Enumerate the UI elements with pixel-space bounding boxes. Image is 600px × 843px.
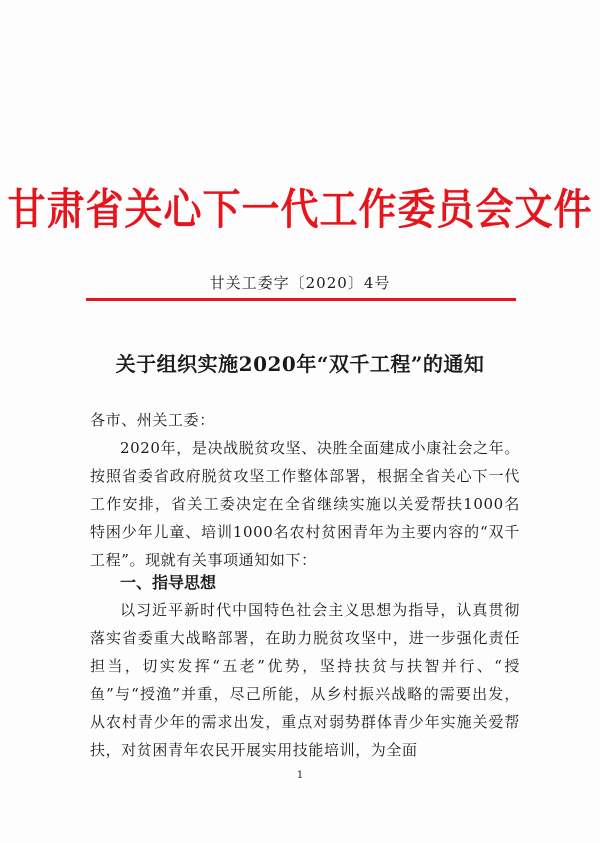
notice-title: 关于组织实施2020年“双千工程”的通知 bbox=[115, 352, 485, 376]
section-heading-guiding-ideology: 一、指导思想 bbox=[120, 573, 217, 592]
body-paragraph-2: 以习近平新时代中国特色社会主义思想为指导，认真贯彻落实省委重大战略部署，在助力脱贫攻坚中，进一步强化责任担当，切实发挥“五老”优势，坚持扶贫与扶智并行、“授鱼”与“授渔”并重，尽己所能，从乡村振兴战略的需要出发，从农村青少年的需求出发，重点对弱势群体青少年实施关爱帮扶，对贫困青年农民开展实用技能培训，为全面 bbox=[90, 601, 520, 759]
page-number: 1 bbox=[296, 770, 304, 781]
issuing-authority-header: 甘肃省关心下一代工作委员会文件 bbox=[7, 183, 593, 235]
salutation: 各市、州关工委： bbox=[90, 411, 215, 429]
body-paragraph-1: 2020年，是决战脱贫攻坚、决胜全面建成小康社会之年。按照省委省政府脱贫攻坚工作整体部署，根据全省关心下一代工作安排，省关工委决定在全省继续实施以关爱帮扶1000名特困少年儿童、培训1000名农村贫困青年为主要内容的“双千工程”。现就有关事项通知如下： bbox=[90, 439, 520, 569]
document-number: 甘关工委字〔2020〕4号 bbox=[209, 274, 391, 292]
red-header-rule bbox=[86, 298, 516, 301]
